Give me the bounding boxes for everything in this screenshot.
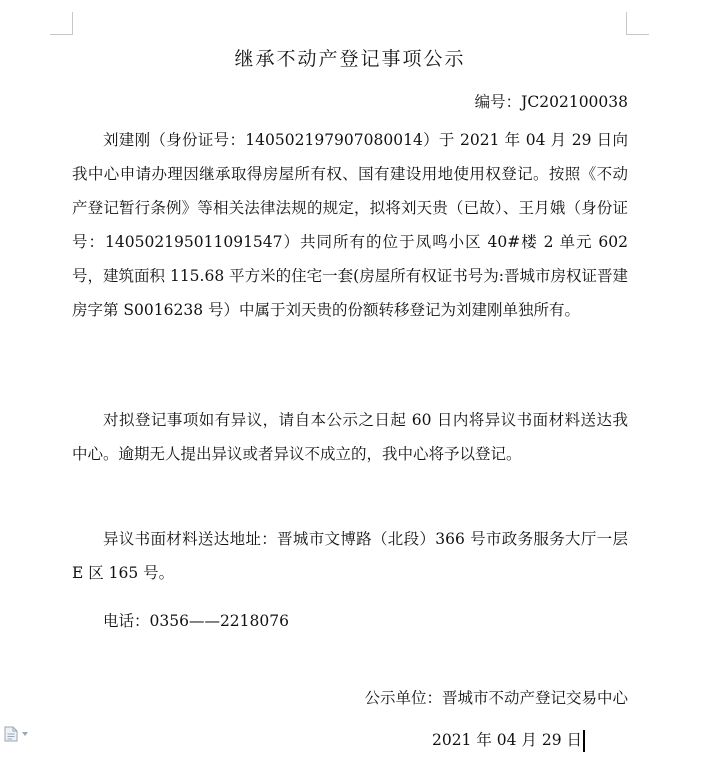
- document-number: 编号：JC202100038: [474, 93, 628, 111]
- signature-date: 2021 年 04 月 29 日: [431, 731, 582, 749]
- document-icon[interactable]: [4, 726, 18, 742]
- chevron-down-icon[interactable]: [22, 732, 28, 736]
- paragraph-address: 异议书面材料送达地址：晋城市文博路（北段）366 号市政务服务大厅一层 E 区 165 号。: [72, 530, 628, 582]
- page-margin-mark-top-left: [50, 12, 73, 35]
- text-cursor: [583, 730, 585, 752]
- paragraph-main: 刘建刚（身份证号：140502197907080014）于 2021 年 04 月 29 日向我中心申请办理因继承取得房屋所有权、国有建设用地使用权登记。按照《不动产登记暂行条例》等相关法律法规的规定，拟将刘天贵（已故）、王月娥（身份证号：140502195011091547）共同所有的位于凤鸣小区 40#楼 2 单元 602 号，建筑面积 115.68 平方米的住宅一套(房屋所有权证书号为:晋城市房权证晋建房字第 S0016238 号）中属于刘天贵的份额转移登记为刘建刚单独所有。: [72, 131, 628, 319]
- page-margin-mark-top-right: [626, 12, 649, 35]
- signature-unit: 公示单位：晋城市不动产登记交易中心: [364, 689, 628, 707]
- paragraph-phone: 电话：0356——2218076: [103, 612, 289, 630]
- paragraph-objection: 对拟登记事项如有异议，请自本公示之日起 60 日内将异议书面材料送达我中心。逾期无人提出异议或者异议不成立的，我中心将予以登记。: [72, 411, 628, 463]
- document-title: 继承不动产登记事项公示: [234, 48, 466, 70]
